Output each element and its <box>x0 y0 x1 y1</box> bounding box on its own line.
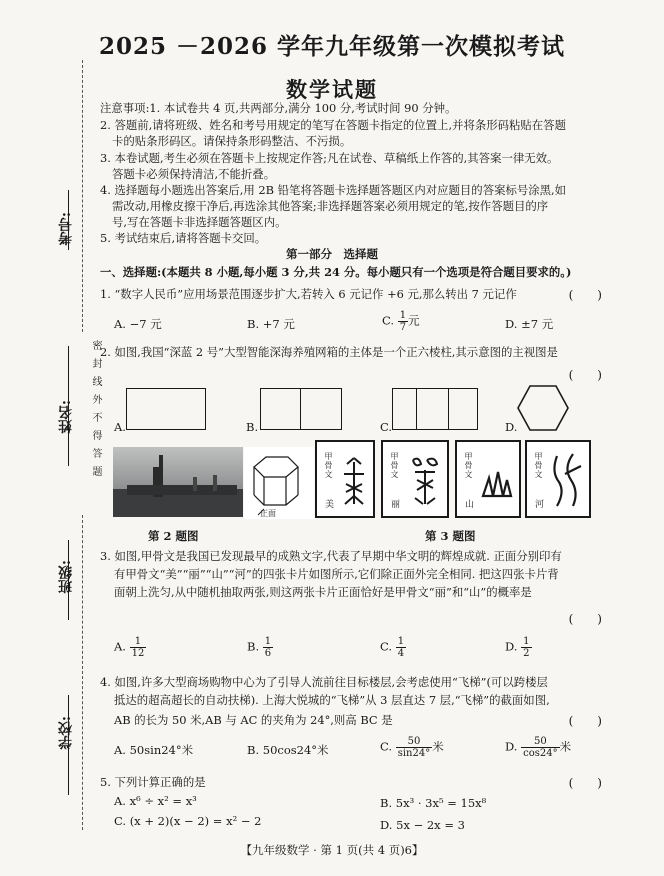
note-line-5: 答题卡必须保持清洁,不能折叠。 <box>112 167 276 181</box>
q2-option-a: A. <box>114 420 126 434</box>
q1-answer-paren: ( ) <box>568 288 602 302</box>
q4-stem-line-1: 4. 如图,许多大型商场购物中心为了引导人流前往目标楼层,会考虑使用“飞梯”(可以跨楼层 <box>100 675 548 689</box>
note-line-9: 5. 考试结束后,请将答题卡交回。 <box>100 231 267 245</box>
note-line-3: 卡的贴条形码区。请保持条形码整洁、不污损。 <box>112 134 352 148</box>
q1-option-a: A. −7 元 <box>114 317 162 331</box>
q4-option-a: A. 50sin24°米 <box>114 743 194 757</box>
card-jg-label: 甲骨文 <box>464 452 473 479</box>
q3-option-a <box>114 636 146 659</box>
q3-option-b <box>247 636 273 659</box>
q3-card-li <box>381 440 449 518</box>
label-kaohao: 考号: <box>58 212 74 246</box>
q1-option-c-fraction <box>398 310 408 333</box>
note-line-4: 3. 本卷试题,考生必须在答题卡上按规定作答;凡在试卷、草稿纸上作答的,其答案一律无效。 <box>100 151 559 165</box>
q3-c-den: 4 <box>397 648 405 659</box>
q4-c-den: sin24° <box>397 748 431 759</box>
q3-c-label: C. <box>380 639 393 654</box>
q3-b-num: 1 <box>264 636 272 647</box>
card-char-label: 美 <box>325 500 335 510</box>
q3-figure-caption: 第 3 题图 <box>425 529 476 543</box>
q2-photo <box>113 447 243 517</box>
q2-option-d-hexagon <box>516 384 570 432</box>
q3-a-num: 1 <box>130 636 147 648</box>
q2-stem: 2. 如图,我国“深蓝 2 号”大型智能深海养殖网箱的主体是一个正六棱柱,其示意图的主视图是 <box>100 345 558 359</box>
label-xingming: 姓名: <box>58 400 74 434</box>
q4-d-den: cos24° <box>523 748 558 759</box>
q3-stem-line-3: 面朝上洗匀,从中随机抽取两张,则这两张卡片正面恰好是甲骨文“丽”和“山”的概率是 <box>114 585 532 599</box>
q5-option-d: D. 5x − 2x = 3 <box>380 818 465 832</box>
card-jg-label: 甲骨文 <box>324 452 333 479</box>
label-xuexiao: 学校: <box>58 716 74 750</box>
seal-dash-top <box>82 60 83 332</box>
q4-d-fraction <box>521 736 559 759</box>
q2-option-c: C. <box>380 420 393 434</box>
q1-option-b: B. +7 元 <box>247 317 295 331</box>
q2-option-d: D. <box>505 420 518 434</box>
q4-option-c <box>380 736 444 759</box>
q1-c-denominator: 7 <box>399 322 407 333</box>
q4-answer-paren: ( ) <box>568 714 602 728</box>
oracle-li-glyph <box>409 456 441 506</box>
q1-stem: 1. “数字人民币”应用场景范围逐步扩大,若转入 6 元记作 +6 元,那么转出 7 元记作 <box>100 287 517 301</box>
q4-stem-line-3: AB 的长为 50 米,AB 与 AC 的夹角为 24°,则高 BC 是 <box>114 713 393 727</box>
q5-option-a: A. x⁶ ÷ x² = x³ <box>114 794 197 808</box>
q4-d-unit: 米 <box>559 739 572 754</box>
q2-option-c-shape <box>392 388 478 430</box>
part1-heading: 第一部分 选择题 <box>286 247 378 261</box>
oracle-he-glyph <box>549 452 583 508</box>
note-line-8: 号,写在答题卡非选择题答题区内。 <box>112 215 287 229</box>
q4-c-num: 50 <box>396 736 433 748</box>
q3-c-fraction <box>396 636 406 659</box>
part1-instruction: 一、选择题:(本题共 8 小题,每小题 3 分,共 24 分。每小题只有一个选项是符合题目要求的。) <box>100 265 572 279</box>
q5-stem: 5. 下列计算正确的是 <box>100 775 206 789</box>
q1-option-c-label: C. <box>382 313 395 328</box>
q4-option-d <box>505 736 571 759</box>
note-line-7: 需改动,用橡皮擦干净后,再选涂其他答案;非选择题答案必须用规定的笔,按作答题目的序 <box>112 199 549 213</box>
seal-dash-bottom <box>82 515 83 830</box>
q1-option-c-unit: 元 <box>408 313 420 328</box>
q2-option-c-divider-1 <box>416 388 417 430</box>
seal-text: 密封线外不得答题 <box>90 340 101 484</box>
q2-option-b-shape <box>260 388 342 430</box>
note-line-2: 2. 答题前,请将班级、姓名和考号用规定的笔写在答题卡指定的位置上,并将条形码粘贴在答题 <box>100 118 566 132</box>
q2-front-label: 正面 <box>260 509 276 518</box>
q2-option-a-shape <box>126 388 206 430</box>
q4-stem-line-2: 抵达的超高超长的自动扶梯). 上海大悦城的“飞梯”从 3 层直达 7 层,“飞梯”的截面如图, <box>114 693 550 707</box>
q3-answer-paren: ( ) <box>568 612 602 626</box>
q2-option-b-divider <box>300 388 301 430</box>
q3-card-shan <box>455 440 521 518</box>
q3-d-fraction <box>521 636 531 659</box>
q2-option-b: B. <box>246 420 259 434</box>
q3-card-mei <box>315 440 375 518</box>
q3-card-he <box>525 440 591 518</box>
q4-option-b: B. 50cos24°米 <box>247 743 329 757</box>
q1-c-numerator: 1 <box>399 310 407 321</box>
q3-stem-line-2: 有甲骨文“美”“丽”“山”“河”的四张卡片如图所示,它们除正面外完全相同. 把这四张卡片背 <box>114 567 559 581</box>
q3-d-num: 1 <box>523 636 530 647</box>
q3-a-fraction <box>130 636 147 659</box>
q3-b-label: B. <box>247 639 260 654</box>
label-banji: 班级: <box>58 560 74 594</box>
note-line-6: 4. 选择题每小题选出答案后,用 2B 铅笔将答题卡选择题答题区内对应题目的答案标号涂黑,如 <box>100 183 567 197</box>
q5-answer-paren: ( ) <box>568 776 602 790</box>
q3-option-d <box>505 636 532 659</box>
q5-option-c: C. (x + 2)(x − 2) = x² − 2 <box>114 814 262 828</box>
q1-option-d: D. ±7 元 <box>505 317 554 331</box>
card-char-label: 山 <box>465 500 475 510</box>
note-line-1: 注意事项:1. 本试卷共 4 页,共两部分,满分 100 分,考试时间 90 分钟。 <box>100 101 457 115</box>
page-footer: 【九年级数学 · 第 1 页(共 4 页)6】 <box>240 843 424 857</box>
q4-c-fraction <box>396 736 433 759</box>
q3-d-label: D. <box>505 639 518 654</box>
q3-b-fraction <box>263 636 273 659</box>
exam-title: 2025 －2026 学年九年级第一次模拟考试 <box>98 33 566 60</box>
q2-figure-caption: 第 2 题图 <box>148 529 199 543</box>
q3-option-c <box>380 636 406 659</box>
q5-option-b: B. 5x³ · 3x⁵ = 15x⁸ <box>380 796 487 810</box>
q3-c-num: 1 <box>397 636 405 647</box>
q3-b-den: 6 <box>264 648 272 659</box>
q4-d-label: D. <box>505 739 518 754</box>
oracle-shan-glyph <box>481 468 513 500</box>
q3-d-den: 2 <box>523 648 530 659</box>
q4-d-num: 50 <box>521 736 559 748</box>
q2-answer-paren: ( ) <box>568 368 602 382</box>
oracle-mei-glyph <box>341 456 367 506</box>
q2-prism-figure <box>244 447 314 519</box>
card-char-label: 河 <box>535 500 545 510</box>
q3-a-den: 12 <box>131 648 145 659</box>
q4-c-unit: 米 <box>432 739 444 754</box>
q4-c-label: C. <box>380 739 393 754</box>
q3-stem-line-1: 3. 如图,甲骨文是我国已发现最早的成熟文字,代表了早期中华文明的辉煌成就. 正面分别印有 <box>100 549 562 563</box>
card-char-label: 丽 <box>391 500 401 510</box>
card-jg-label: 甲骨文 <box>390 452 399 479</box>
q3-a-label: A. <box>114 639 126 654</box>
q2-option-c-divider-2 <box>448 388 449 430</box>
exam-subtitle: 数学试题 <box>286 77 378 102</box>
q1-option-c <box>382 310 420 333</box>
card-jg-label: 甲骨文 <box>534 452 543 479</box>
